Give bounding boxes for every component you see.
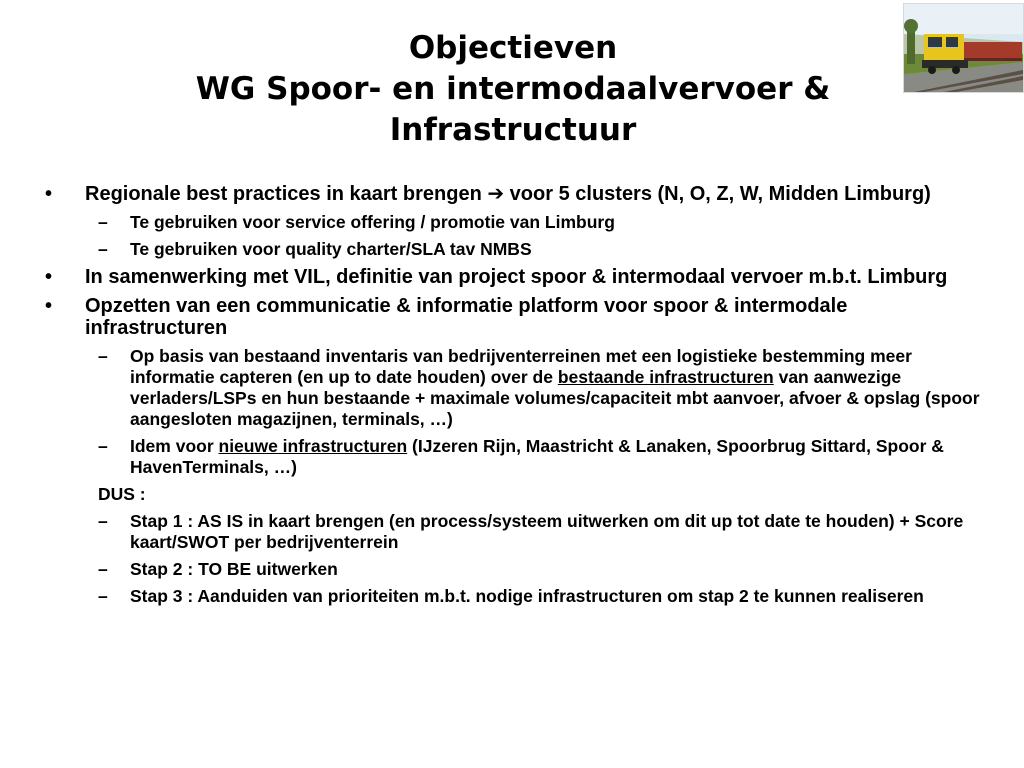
step-text: Stap 3 : Aanduiden van prioriteiten m.b.t. nodige infrastructuren om stap 2 te kunnen realiseren [130,586,924,606]
step-text: Stap 1 : AS IS in kaart brengen (en process/systeem uitwerken om dit up tot date te houden) + Score kaart/SWOT per bedrijventerrein [130,511,964,552]
bullet-1-sub-2 [40,239,980,260]
train-photo [903,3,1024,93]
dash-symbol: – [98,436,108,456]
sub-item-text-end: (IJzeren Rijn, Maastricht & Lanaken, Spoorbrug Sittard, Spoor & HavenTerminals, …) [130,436,944,477]
bullet-symbol: • [45,295,53,317]
bullet-1-text-start: Regionale best practices in kaart brengen [85,183,488,205]
dash-symbol: – [98,239,108,259]
underlined-term: bestaande infrastructuren [557,367,774,387]
bullet-3 [40,295,980,339]
bullet-2-text: In samenwerking met VIL, definitie van project spoor & intermodaal vervoer m.b.t. Limburg [85,266,948,288]
dash-symbol: – [98,212,108,232]
bullet-1-text-end: voor 5 clusters (N, O, Z, W, Midden Limburg) [504,183,931,205]
title-line-1: Objectieven [408,30,618,66]
step-3 [40,586,980,607]
bullet-1-sub-1 [40,212,980,233]
dus-label: DUS : [98,484,146,504]
sub-item-text-end: van aanwezige verladers/LSPs en hun bestaande + maximale volumes/capaciteit mbt aanvoer, afvoer & opslag (spoor aangesloten magazijnen, terminals, …) [130,367,980,429]
title-line-3: Infrastructuur [389,112,637,148]
step-2 [40,559,980,580]
dash-symbol: – [98,511,108,531]
bullet-symbol: • [45,266,53,288]
bullet-3-text: Opzetten van een communicatie & informatie platform voor spoor & intermodale infrastructuren [85,295,848,339]
dash-symbol: – [98,346,108,366]
bullet-symbol: • [45,183,53,205]
dash-symbol: – [98,559,108,579]
step-1 [40,511,980,553]
sub-item-text: Te gebruiken voor service offering / promotie van Limburg [130,212,615,232]
bullet-2 [40,266,980,288]
bullet-3-sub-1 [40,346,980,430]
dash-symbol: – [98,586,108,606]
bullet-1 [40,183,980,205]
sub-item-text-start: Idem voor [130,436,219,456]
step-text: Stap 2 : TO BE uitwerken [130,559,338,579]
arrow-right-icon: ➔ [487,183,505,205]
train-photo-icon [904,4,1023,92]
sub-item-text-start: Op basis van bestaand inventaris van bedrijventerreinen met een logistieke bestemming meer informatie capteren (en up to date houden) over de [130,346,912,387]
slide-body [40,183,980,613]
bullet-3-sub-2 [40,436,980,478]
slide-title [90,28,936,151]
underlined-term: nieuwe infrastructuren [218,436,408,456]
title-line-2: WG Spoor- en intermodaalvervoer & [195,71,831,107]
sub-item-text: Te gebruiken voor quality charter/SLA tav NMBS [130,239,532,259]
